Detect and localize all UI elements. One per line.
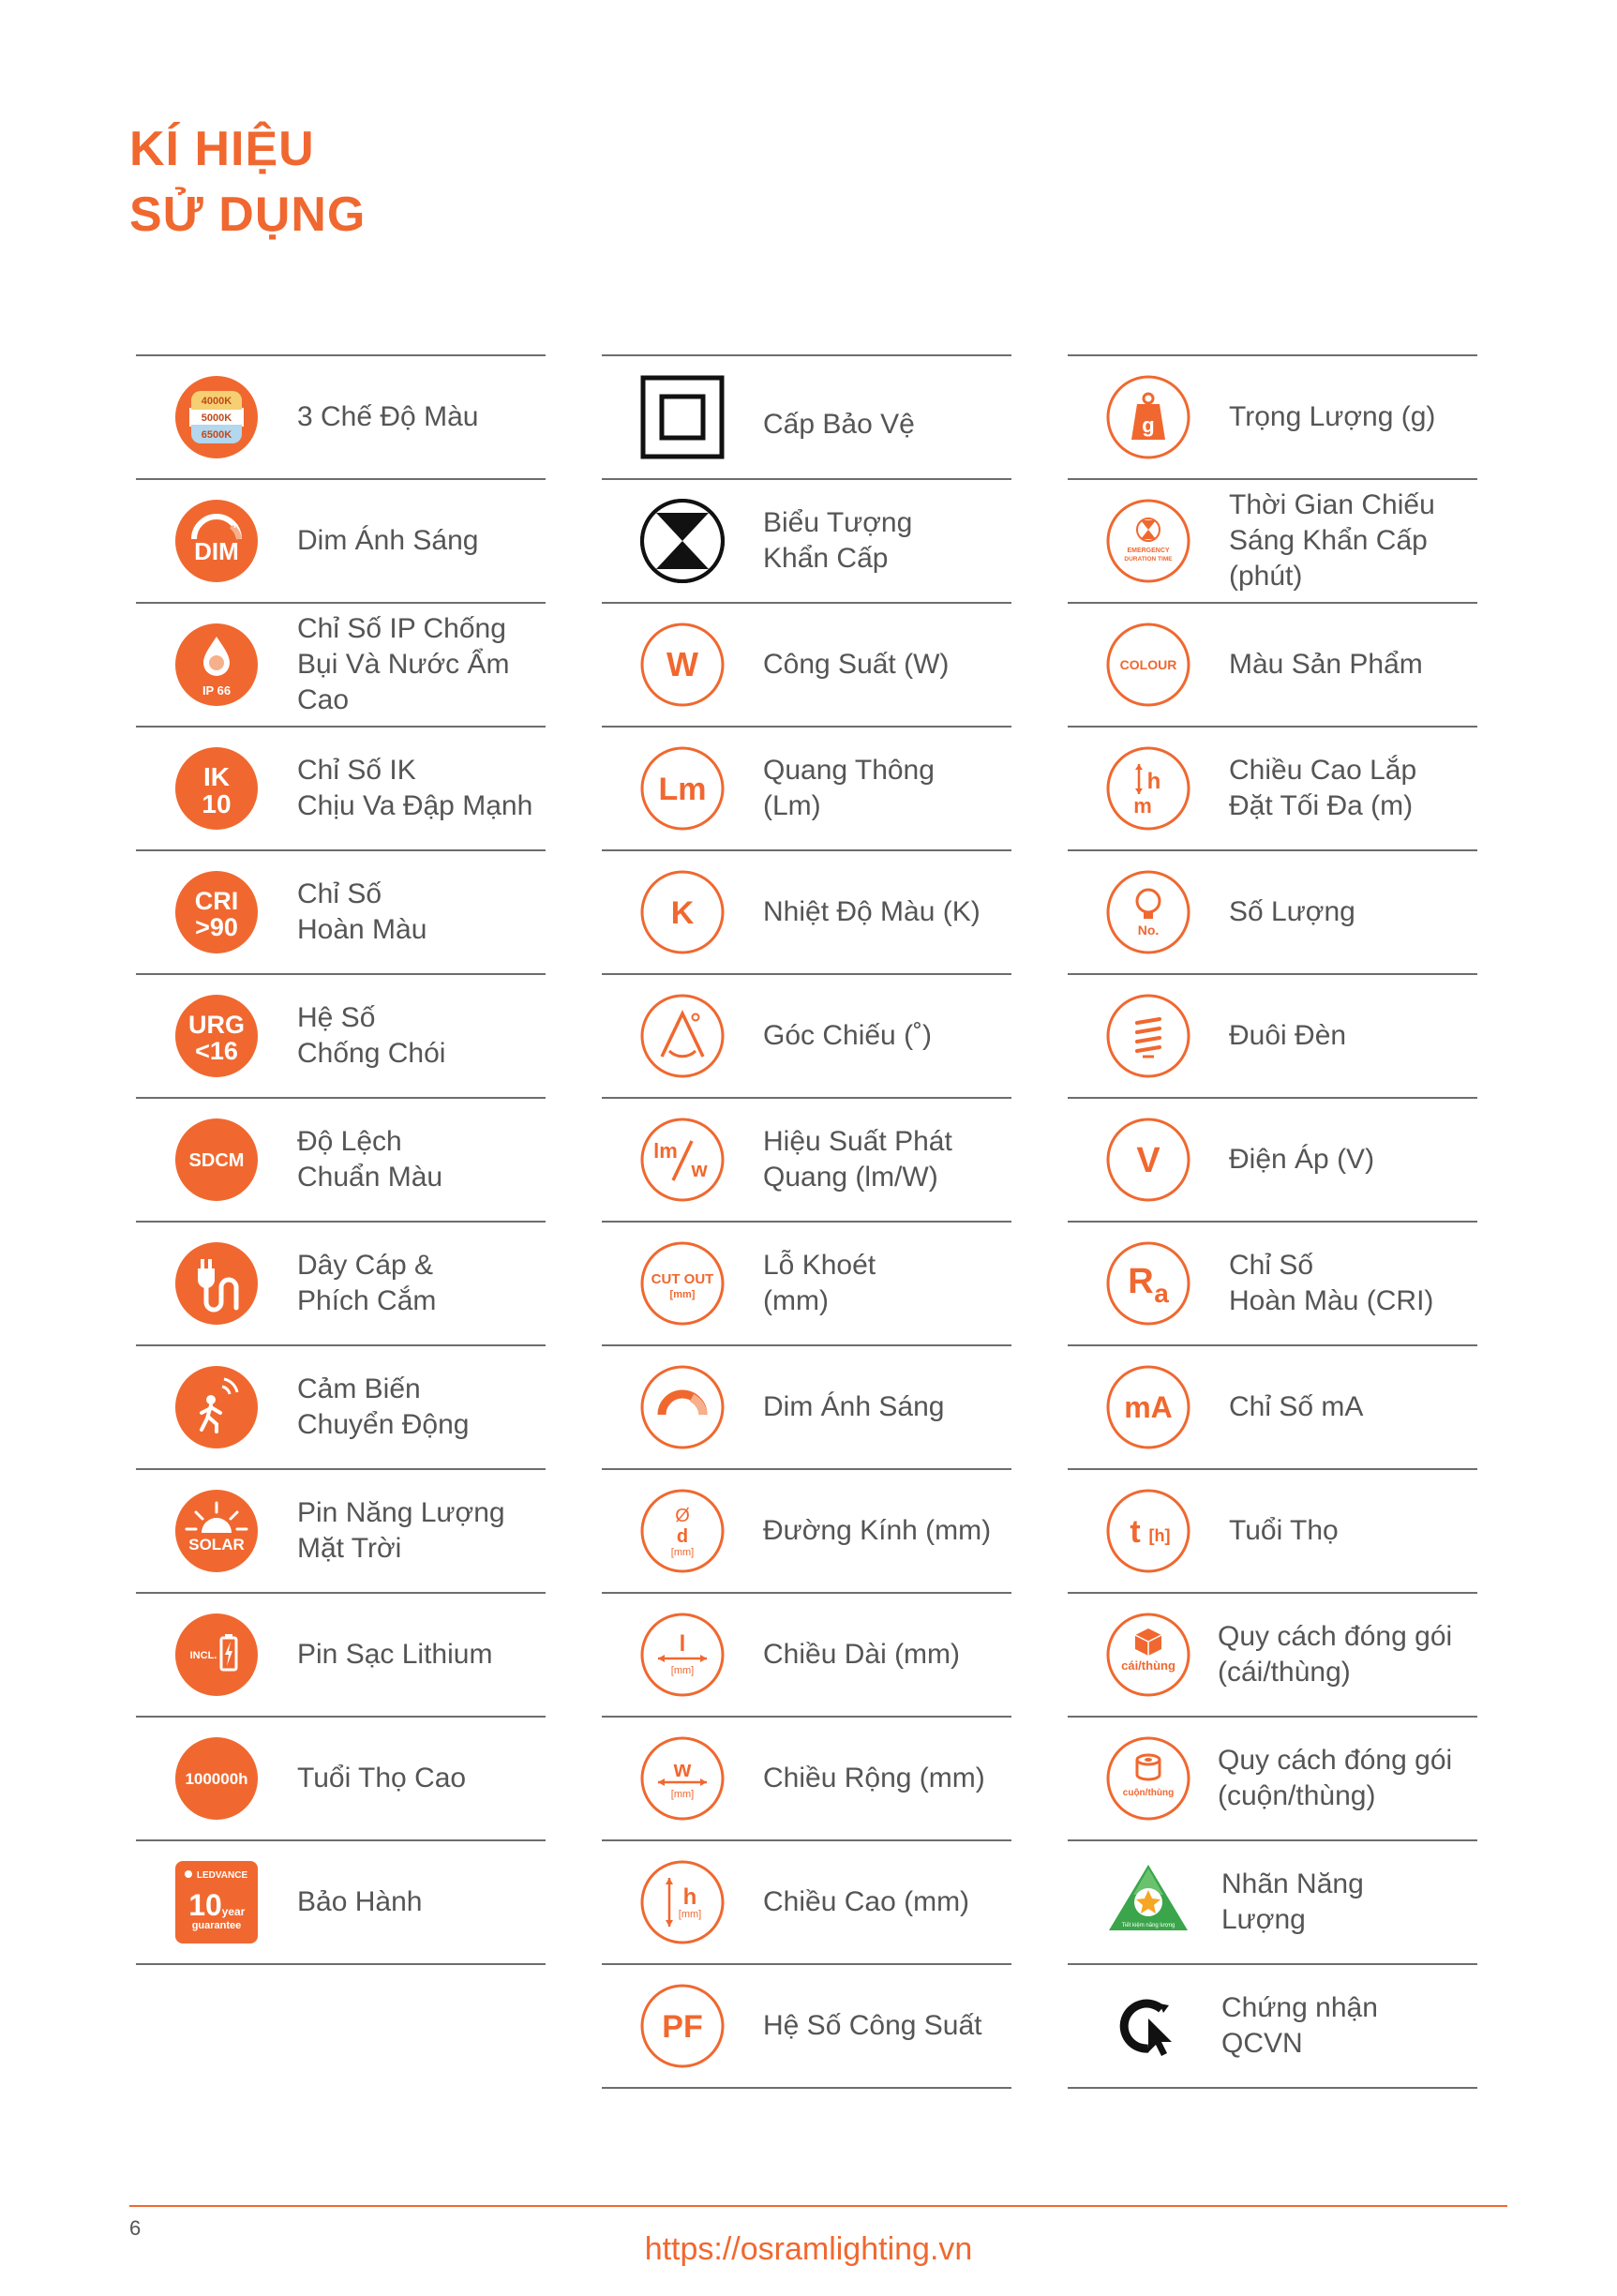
- symbol-row: [1068, 1965, 1477, 2089]
- svg-text:K: K: [670, 895, 695, 931]
- svg-text:LEDVANCE: LEDVANCE: [196, 1870, 248, 1881]
- symbol-label: Dây Cáp & Phích Cắm: [297, 1250, 437, 1316]
- title-line-1: KÍ HIỆU: [129, 122, 315, 176]
- symbol-row: [602, 1841, 1011, 1965]
- svg-text:[mm]: [mm]: [670, 1547, 695, 1558]
- svg-text:[mm]: [mm]: [678, 1909, 702, 1920]
- solar-icon: [173, 1488, 260, 1574]
- symbol-row: [136, 356, 546, 480]
- emergency-symbol-icon: [639, 498, 726, 584]
- symbol-label: Lỗ Khoét (mm): [763, 1250, 876, 1316]
- symbol-row: [1068, 1470, 1477, 1594]
- symbol-label: Cảm Biến Chuyển Động: [297, 1373, 470, 1440]
- svg-text:cuộn/thùng: cuộn/thùng: [1122, 1788, 1175, 1798]
- symbol-label: Màu Sản Phẩm: [1229, 649, 1423, 680]
- svg-text:lm: lm: [653, 1139, 678, 1163]
- page-title: [129, 116, 366, 248]
- symbol-column-3: [1068, 354, 1477, 2089]
- symbol-label: Chỉ Số IK Chịu Va Đập Mạnh: [297, 755, 533, 821]
- symbol-label: Quang Thông (Lm): [763, 755, 935, 821]
- svg-text:+: +: [232, 518, 239, 532]
- svg-text:Ø: Ø: [675, 1506, 690, 1526]
- symbol-row: [602, 851, 1011, 975]
- package-roll-icon: [1105, 1735, 1191, 1822]
- svg-text:SDCM: SDCM: [188, 1150, 245, 1171]
- symbol-label: Chiều Dài (mm): [763, 1639, 961, 1670]
- symbol-row: [136, 1346, 546, 1470]
- symbol-row: [136, 975, 546, 1099]
- efficacy-icon: [639, 1117, 726, 1203]
- svg-text:<16: <16: [195, 1037, 238, 1065]
- symbol-label: Chiều Cao (mm): [763, 1886, 970, 1917]
- symbol-row: [602, 975, 1011, 1099]
- svg-text:CUT OUT: CUT OUT: [651, 1271, 714, 1287]
- svg-text:[mm]: [mm]: [670, 1789, 695, 1800]
- svg-text:CRI: CRI: [194, 887, 239, 915]
- svg-text:DURATION TIME: DURATION TIME: [1124, 556, 1173, 563]
- svg-text:5000K: 5000K: [201, 413, 232, 424]
- symbol-label: Hiệu Suất Phát Quang (lm/W): [763, 1126, 952, 1193]
- symbol-label: Trọng Lượng (g): [1229, 401, 1436, 432]
- motion-sensor-icon: [173, 1364, 260, 1450]
- symbol-label: Công Suất (W): [763, 649, 950, 680]
- symbol-label: Quy cách đóng gói (cuộn/thùng): [1218, 1745, 1453, 1811]
- svg-text:W: W: [666, 645, 698, 683]
- symbol-row: [136, 1718, 546, 1841]
- symbol-label: Biểu Tượng Khẩn Cấp: [763, 507, 913, 574]
- svg-text:4000K: 4000K: [201, 396, 232, 407]
- lifetime-icon: [1105, 1488, 1191, 1574]
- svg-text:>90: >90: [195, 913, 238, 941]
- svg-text:[mm]: [mm]: [669, 1289, 696, 1300]
- symbol-row: [602, 1594, 1011, 1718]
- svg-text:IP 66: IP 66: [202, 683, 232, 698]
- symbol-row: [1068, 604, 1477, 728]
- cri-icon: [173, 869, 260, 955]
- svg-text:g: g: [1142, 413, 1155, 437]
- symbol-label: Nhãn Năng Lượng: [1221, 1868, 1364, 1935]
- symbol-label: Điện Áp (V): [1229, 1144, 1375, 1175]
- symbol-label: Chứng nhận QCVN: [1221, 1992, 1378, 2059]
- symbol-label: Đường Kính (mm): [763, 1515, 992, 1546]
- svg-text:R: R: [1128, 1262, 1154, 1301]
- ik-rating-icon: [173, 745, 260, 832]
- symbol-row: [1068, 1594, 1477, 1718]
- colour-icon: [1105, 622, 1191, 708]
- symbol-row: [136, 1841, 546, 1965]
- svg-text:PF: PF: [662, 2009, 703, 2045]
- symbol-row: [602, 1223, 1011, 1346]
- symbol-label: Góc Chiếu (˚): [763, 1020, 933, 1051]
- milliamp-icon: [1105, 1364, 1191, 1450]
- symbol-row: [1068, 1223, 1477, 1346]
- width-icon: [639, 1735, 726, 1822]
- dimmable-icon: [639, 1364, 726, 1450]
- symbol-label: Chỉ Số Hoàn Màu: [297, 878, 427, 945]
- symbol-row: [602, 1965, 1011, 2089]
- symbol-label: Chỉ Số mA: [1229, 1391, 1364, 1422]
- beam-angle-icon: [639, 993, 726, 1079]
- lamp-base-icon: [1105, 993, 1191, 1079]
- symbol-row: [602, 1346, 1011, 1470]
- sdcm-icon: [173, 1117, 260, 1203]
- voltage-icon: [1105, 1117, 1191, 1203]
- color-modes-icon: [173, 374, 260, 460]
- emergency-duration-icon: [1105, 498, 1191, 584]
- diameter-icon: [639, 1488, 726, 1574]
- footer-rule: [129, 2205, 1507, 2207]
- battery-icon: [173, 1612, 260, 1698]
- svg-text:w: w: [673, 1757, 692, 1782]
- symbol-row: [136, 604, 546, 728]
- dim-icon: [173, 498, 260, 584]
- symbol-row: [136, 480, 546, 604]
- symbol-label: 3 Chế Độ Màu: [297, 401, 479, 432]
- symbol-row: [602, 604, 1011, 728]
- symbol-label: Hệ Số Công Suất: [763, 2010, 982, 2041]
- symbol-row: [1068, 480, 1477, 604]
- warranty-icon: [173, 1859, 260, 1945]
- symbol-label: Chỉ Số IP Chống Bụi Và Nước Ẩm Cao: [297, 613, 510, 715]
- symbol-label: Đuôi Đèn: [1229, 1020, 1347, 1051]
- long-life-icon: [173, 1735, 260, 1822]
- svg-text:6500K: 6500K: [201, 429, 232, 441]
- svg-text:[h]: [h]: [1148, 1526, 1171, 1545]
- power-factor-icon: [639, 1983, 726, 2069]
- symbol-row: [1068, 1099, 1477, 1223]
- symbol-row: [1068, 728, 1477, 851]
- cutout-icon: [639, 1240, 726, 1327]
- svg-text:a: a: [1154, 1279, 1169, 1308]
- svg-text:[mm]: [mm]: [670, 1665, 695, 1676]
- qcvn-icon: [1105, 1983, 1191, 2069]
- symbol-row: [1068, 975, 1477, 1099]
- svg-text:Lm: Lm: [658, 772, 707, 807]
- symbol-label: Cấp Bảo Vệ: [763, 409, 915, 440]
- symbol-label: Pin Năng Lượng Mặt Trời: [297, 1497, 505, 1564]
- svg-text:l: l: [679, 1631, 686, 1657]
- svg-text:h: h: [1146, 769, 1161, 794]
- symbol-row: [1068, 356, 1477, 480]
- symbol-row: [602, 480, 1011, 604]
- symbol-label: Độ Lệch Chuẩn Màu: [297, 1126, 443, 1193]
- protection-class-icon: [639, 374, 726, 460]
- ra-icon: [1105, 1240, 1191, 1327]
- symbol-label: Chiều Rộng (mm): [763, 1763, 985, 1793]
- svg-text:m: m: [1133, 794, 1152, 818]
- cable-plug-icon: [173, 1240, 260, 1327]
- svg-text:No.: No.: [1137, 923, 1160, 938]
- height-icon: [639, 1859, 726, 1945]
- page-number: 6: [129, 2216, 142, 2240]
- svg-text:h: h: [682, 1884, 697, 1910]
- ip-rating-icon: [173, 622, 260, 708]
- weight-icon: [1105, 374, 1191, 460]
- ugr-icon: [173, 993, 260, 1079]
- svg-text:DIM: DIM: [194, 537, 239, 565]
- svg-text:cái/thùng: cái/thùng: [1121, 1658, 1175, 1673]
- symbol-row: [602, 356, 1011, 480]
- svg-text:IK: IK: [203, 762, 230, 791]
- svg-text:mA: mA: [1124, 1390, 1173, 1424]
- symbol-label: Chỉ Số Hoàn Màu (CRI): [1229, 1250, 1434, 1316]
- wattage-icon: [639, 622, 726, 708]
- symbol-label: Tuổi Thọ Cao: [297, 1763, 467, 1793]
- symbol-row: [1068, 1718, 1477, 1841]
- svg-text:w: w: [691, 1158, 708, 1181]
- symbol-row: [602, 1718, 1011, 1841]
- svg-text:EMERGENCY: EMERGENCY: [1127, 548, 1170, 554]
- length-icon: [639, 1612, 726, 1698]
- svg-text:100000h: 100000h: [185, 1770, 248, 1788]
- symbol-label: Tuổi Thọ: [1229, 1515, 1339, 1546]
- svg-text:COLOUR: COLOUR: [1119, 657, 1177, 672]
- svg-text:10: 10: [188, 1888, 222, 1922]
- symbol-row: [1068, 1841, 1477, 1965]
- symbol-label: Quy cách đóng gói (cái/thùng): [1218, 1621, 1453, 1688]
- svg-text:URG: URG: [188, 1011, 245, 1039]
- symbol-label: Nhiệt Độ Màu (K): [763, 896, 981, 927]
- symbol-label: Chiều Cao Lắp Đặt Tối Đa (m): [1229, 755, 1417, 821]
- symbol-row: [602, 1099, 1011, 1223]
- symbol-label: Pin Sạc Lithium: [297, 1639, 493, 1670]
- symbol-label: Thời Gian Chiếu Sáng Khẩn Cấp (phút): [1229, 489, 1435, 592]
- svg-text:d: d: [676, 1526, 689, 1547]
- symbol-column-1: [136, 354, 546, 1965]
- symbol-label: Dim Ánh Sáng: [297, 525, 479, 556]
- symbol-row: [136, 1470, 546, 1594]
- symbol-label: Số Lượng: [1229, 896, 1355, 927]
- svg-text:Tiết kiệm năng lượng: Tiết kiệm năng lượng: [1121, 1923, 1175, 1928]
- symbol-row: [1068, 1346, 1477, 1470]
- symbol-row: [136, 1223, 546, 1346]
- svg-text:year: year: [221, 1905, 246, 1918]
- title-line-2: SỬ DỤNG: [129, 188, 367, 242]
- symbol-row: [136, 851, 546, 975]
- svg-text:t: t: [1130, 1514, 1141, 1550]
- symbol-row: [136, 728, 546, 851]
- symbol-row: [136, 1099, 546, 1223]
- package-pcs-icon: [1105, 1612, 1191, 1698]
- symbol-label: Dim Ánh Sáng: [763, 1391, 945, 1422]
- svg-text:10: 10: [202, 789, 232, 818]
- symbol-row: [136, 1594, 546, 1718]
- symbol-row: [602, 728, 1011, 851]
- symbol-row: [602, 1470, 1011, 1594]
- svg-text:guarantee: guarantee: [191, 1920, 242, 1931]
- symbol-row: [1068, 851, 1477, 975]
- svg-text:V: V: [1136, 1141, 1160, 1180]
- mounting-height-icon: [1105, 745, 1191, 832]
- quantity-icon: [1105, 869, 1191, 955]
- energy-label-icon: [1105, 1859, 1191, 1945]
- symbol-column-2: [602, 354, 1011, 2089]
- symbol-label: Hệ Số Chống Chói: [297, 1002, 446, 1069]
- svg-text:INCL.: INCL.: [189, 1650, 217, 1661]
- website-link[interactable]: https://osramlighting.vn: [644, 2231, 973, 2267]
- svg-text:SOLAR: SOLAR: [188, 1536, 245, 1553]
- lumen-icon: [639, 745, 726, 832]
- symbol-label: Bảo Hành: [297, 1886, 423, 1917]
- kelvin-icon: [639, 869, 726, 955]
